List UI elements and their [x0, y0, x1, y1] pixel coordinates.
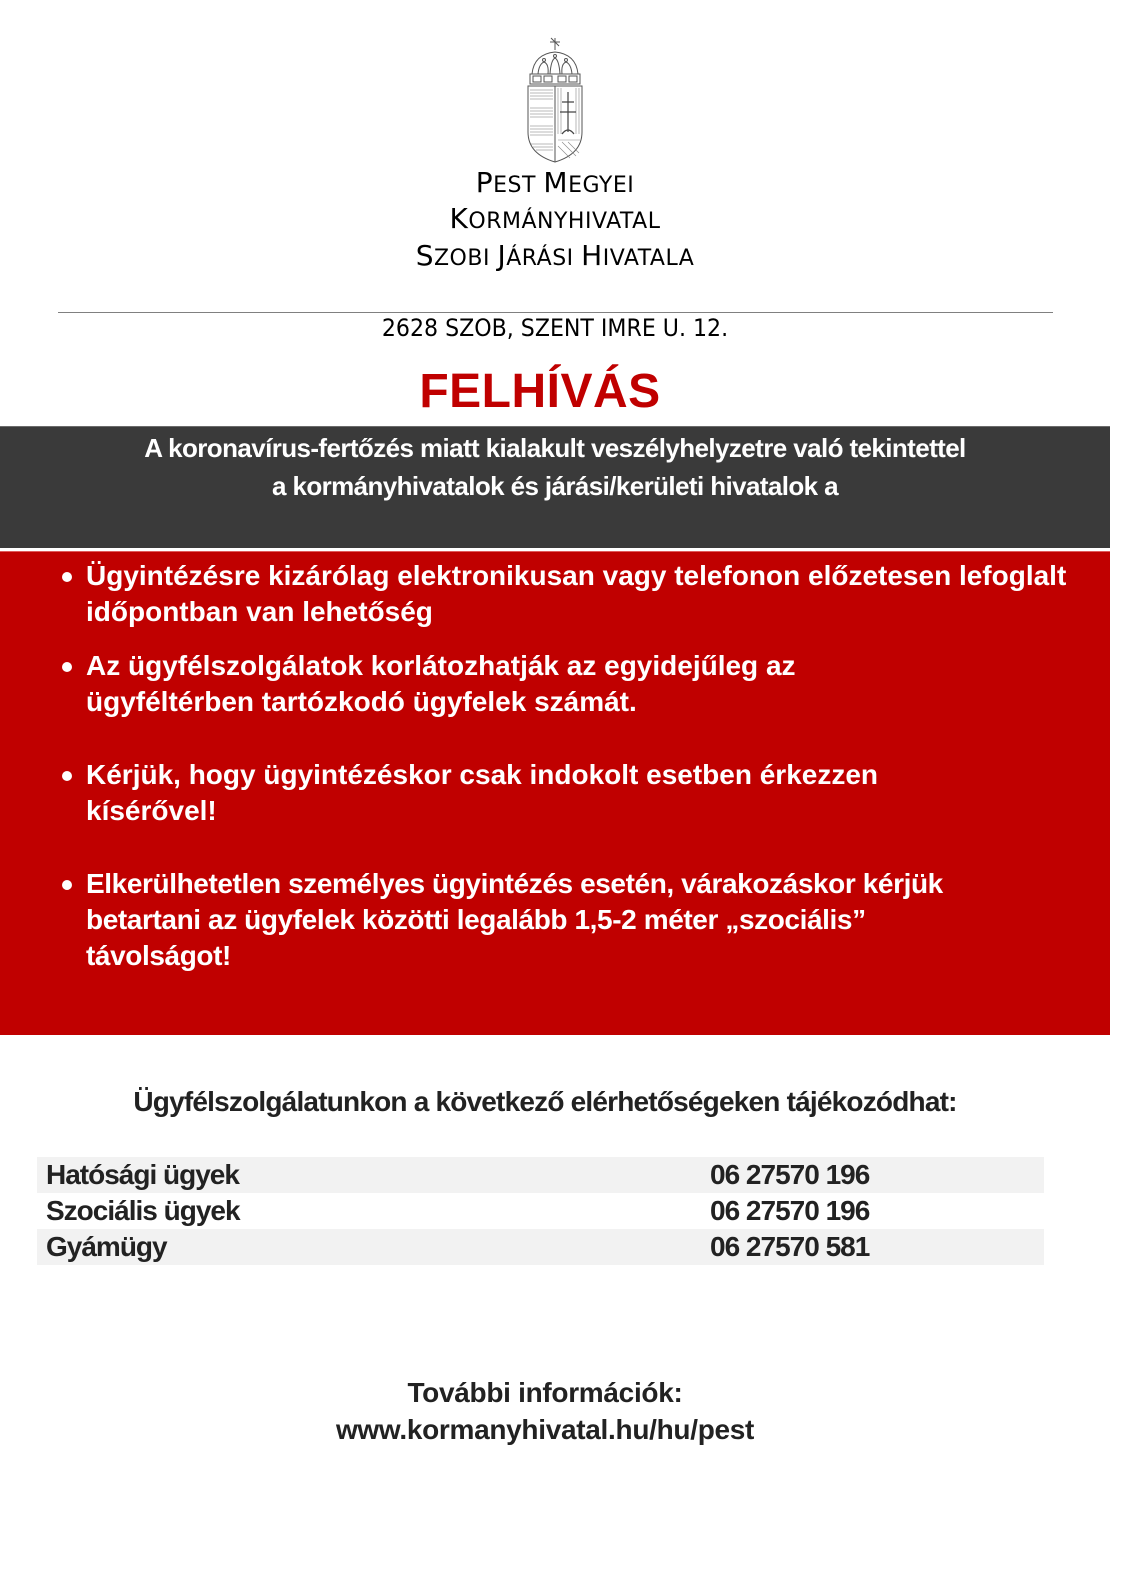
hungarian-coat-of-arms-icon — [524, 36, 586, 164]
notice-text: Ügyintézésre kizárólag elektronikusan vagy telefonon előzetesen lefoglalt időpontban van lehetőség — [86, 560, 1067, 627]
contact-heading: Ügyfélszolgálatunkon a következő elérhetőségeken tájékozódhat: — [133, 1086, 957, 1117]
contact-phone[interactable]: 06 27570 196 — [710, 1195, 870, 1226]
contact-label: Hatósági ügyek — [37, 1157, 710, 1193]
office-text: EGYEI — [568, 173, 635, 198]
intro-line: A koronavírus-fertőzés miatt kialakult veszélyhelyzetre való tekintettel — [144, 433, 966, 463]
bullet-icon — [62, 572, 72, 582]
contact-label: Szociális ügyek — [46, 1195, 240, 1226]
bullet-icon — [62, 771, 72, 781]
office-initial: S — [415, 239, 434, 272]
contact-phone[interactable]: 06 27570 581 — [710, 1229, 1044, 1265]
contact-table — [37, 1157, 1044, 1265]
notice-item — [62, 757, 1072, 829]
notice-text: Az ügyfélszolgálatok korlátozhatják az egyidejűleg az ügyféltérben tartózkodó ügyfelek számát. — [86, 650, 796, 717]
table-row — [37, 1193, 1044, 1229]
more-info-link[interactable]: www.kormanyhivatal.hu/hu/pest — [335, 1414, 755, 1445]
notice-box — [0, 551, 1110, 1035]
notice-item — [62, 648, 1072, 720]
office-text: IVATALA — [602, 246, 695, 271]
office-initial: H — [581, 239, 603, 272]
bullet-icon — [62, 662, 72, 672]
office-initial: J — [497, 239, 507, 272]
office-text: ZOBI — [433, 246, 498, 271]
office-name-line-1 — [0, 165, 1110, 204]
notice-text: Elkerülhetetlen személyes ügyintézés esetén, várakozáskor kérjük betartani az ügyfelek közötti legalább 1,5-2 méter „szociális” távolságot! — [86, 868, 943, 971]
intro-line: a kormányhivatalok és járási/kerületi hivatalok a — [271, 471, 838, 501]
office-text: ORMÁNYHIVATAL — [468, 209, 661, 234]
office-initial: K — [449, 202, 469, 235]
office-text: EST — [493, 173, 544, 198]
intro-band — [0, 426, 1110, 548]
more-info-label: További információk: — [407, 1377, 683, 1408]
office-name-line-2 — [0, 201, 1110, 240]
page-title: FELHÍVÁS — [419, 365, 661, 418]
more-info — [0, 1374, 1090, 1448]
office-initial: P — [475, 166, 494, 199]
table-row — [37, 1157, 1044, 1193]
office-name-line-3 — [0, 238, 1110, 277]
contact-label: Gyámügy — [37, 1229, 710, 1265]
office-initial: M — [543, 166, 569, 199]
notice-item — [62, 558, 1072, 630]
office-text: ÁRÁSI — [506, 246, 582, 271]
notice-item — [62, 866, 1072, 974]
notice-text: Kérjük, hogy ügyintézéskor csak indokolt esetben érkezzen kísérővel! — [86, 759, 879, 826]
table-row — [37, 1229, 1044, 1265]
contact-phone[interactable]: 06 27570 196 — [710, 1157, 1044, 1193]
bullet-icon — [62, 880, 72, 890]
office-address: 2628 SZOB, SZENT IMRE U. 12. — [381, 314, 729, 342]
